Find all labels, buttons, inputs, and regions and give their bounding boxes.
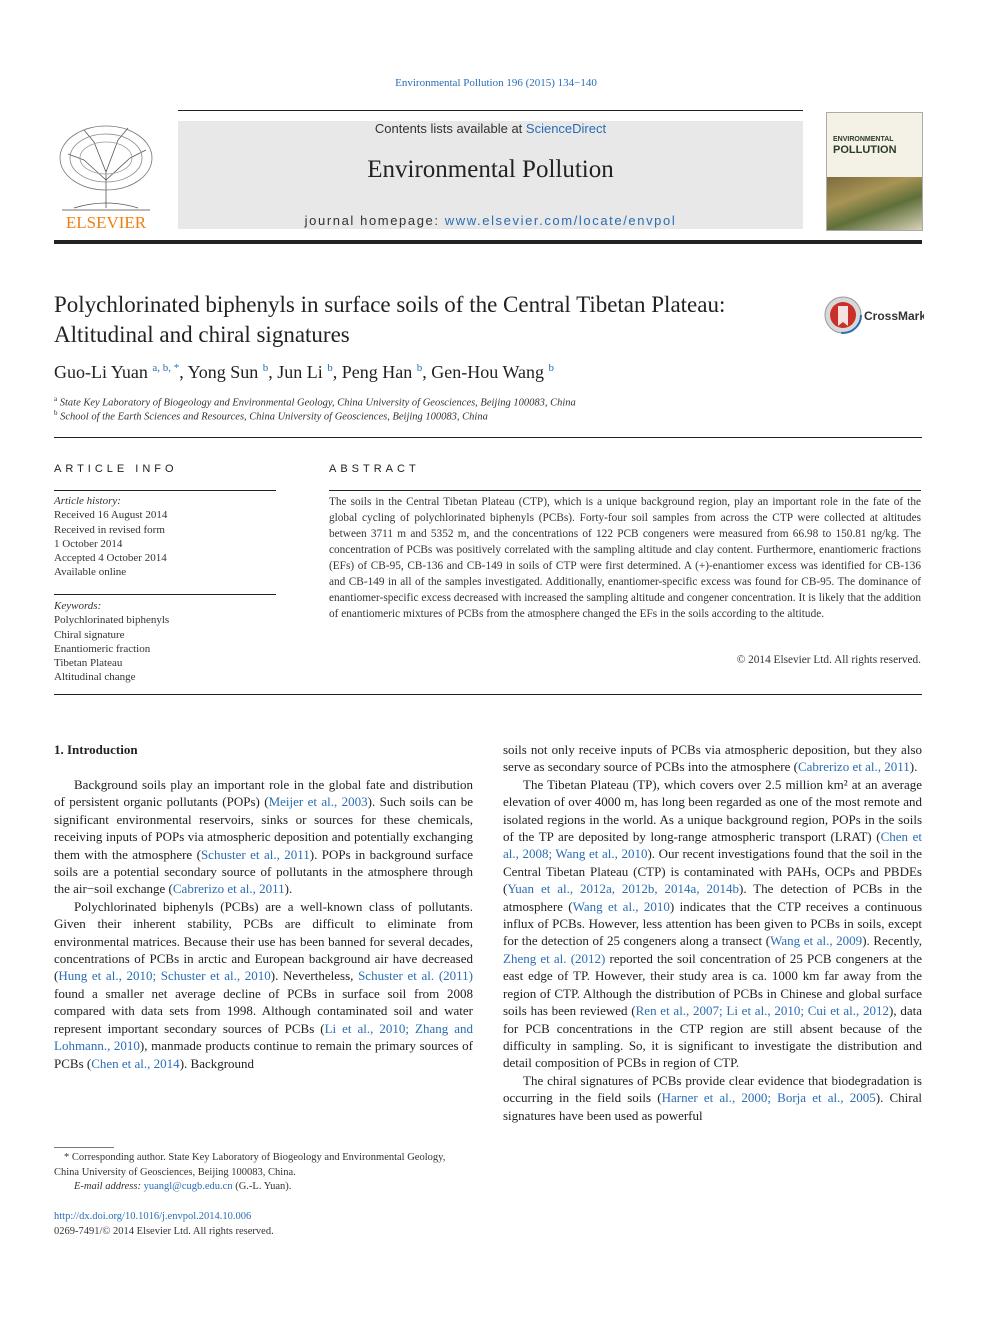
cover-title <box>833 135 917 156</box>
citation-link[interactable]: Chen et al., 2008; Wang et al., 2010 <box>503 829 923 862</box>
svg-text:ELSEVIER: ELSEVIER <box>65 213 147 232</box>
body-text: The chiral signatures of PCBs provide clear evidence that biodegradation is occurring in the field soils ( <box>503 1072 922 1106</box>
abstract-rule <box>329 490 921 491</box>
history-item: 1 October 2014 <box>54 537 123 550</box>
body-text: ). Background <box>179 1055 255 1071</box>
keyword: Chiral signature <box>54 628 125 641</box>
abstract-copyright: © 2014 Elsevier Ltd. All rights reserved. <box>736 654 921 666</box>
author[interactable]: Peng Han $^b$ <box>341 362 423 382</box>
author[interactable]: Yong Sun $^b$ <box>187 362 269 382</box>
header-top-rule <box>178 110 803 111</box>
body-text: soils not only receive inputs of PCBs via atmospheric deposition, but they also serve as secondary source of PCBs into the atmosphere ( <box>503 742 922 775</box>
article-info-rule-2 <box>54 594 276 595</box>
body-text: The Tibetan Plateau (TP), which covers over 2.5 million km² at an average elevation of over 4000 m, has long been regarded as one of the most remote and isolated regions in the world. As a unique background region, POPs in the soils of the TP are deposited by long-range atmospheric transport (LRAT) ( <box>503 776 922 845</box>
paragraph <box>503 1072 922 1124</box>
paragraph <box>503 776 922 1072</box>
body-text: ). POPs in background surface soils are a potential secondary source of pollutants in the atmosphere through the air−soil exchange ( <box>54 846 473 897</box>
abstract-bottom-rule <box>54 694 922 695</box>
article-title: Polychlorinated biphenyls in surface soils of the Central Tibetan Plateau: Altitudinal and chiral signatures <box>54 292 726 347</box>
article-info-rule-1 <box>54 490 276 491</box>
sciencedirect-link[interactable]: ScienceDirect <box>525 121 607 136</box>
issn-line: 0269-7491/© 2014 Elsevier Ltd. All rights reserved. <box>54 1226 274 1237</box>
doi-link[interactable]: http://dx.doi.org/10.1016/j.envpol.2014.10.006 <box>54 1211 252 1222</box>
keyword: Polychlorinated biphenyls <box>54 614 170 627</box>
affiliation-a: $^a$ State Key Laboratory of Biogeology and Environmental Geology, China University of Geosciences, Beijing 100083, China <box>54 395 576 409</box>
citation-link[interactable]: Wang et al., 2009 <box>770 933 863 949</box>
right-column <box>503 741 922 1124</box>
footnote <box>54 1151 473 1195</box>
history-item: Received 16 August 2014 <box>54 509 168 522</box>
body-text: ). <box>284 881 293 897</box>
body-text: ). Nevertheless, <box>270 968 359 984</box>
author[interactable]: Guo-Li Yuan $^{a, b, *}$ <box>54 362 180 382</box>
elsevier-tree-icon <box>54 120 158 232</box>
author[interactable]: Jun Li $^b$ <box>277 362 333 382</box>
author[interactable]: Gen-Hou Wang $^b$ <box>431 362 554 382</box>
author-list: Guo-Li Yuan $^{a, b, *}$, Yong Sun $^b$, Jun Li $^b$, Peng Han $^b$, Gen-Hou Wang $^b$ <box>54 362 554 382</box>
header-bottom-rule <box>54 240 922 244</box>
keyword: Enantiomeric fraction <box>54 642 151 655</box>
crossmark-badge[interactable] <box>824 296 924 336</box>
body-text: ). Such soils can be significant environmental reservoirs, sinks or sources for these chemicals, receiving inputs of POPs via atmospheric deposition and potentially exchanging them with the atmosphere ( <box>54 794 473 862</box>
citation-link[interactable]: Meijer et al., 2003 <box>268 794 368 810</box>
citation-link[interactable]: Hung et al., 2010; Schuster et al., 2010 <box>58 968 271 984</box>
journal-citation[interactable]: Environmental Pollution 196 (2015) 134−140 <box>395 77 597 89</box>
citation-link[interactable]: Harner et al., 2000; Borja et al., 2005 <box>661 1090 876 1106</box>
body-text: ). The detection of PCBs in the atmosphere ( <box>503 881 922 914</box>
email-suffix: (G.-L. Yuan). <box>232 1181 292 1192</box>
body-text: ), data for PCB concentrations in the CTP region are still absent because of the difficulty in sampling. So, it is significant to investigate the distribution and detail composition of PCBs in region of CTP. <box>503 1003 922 1071</box>
contents-prefix: Contents lists available at <box>374 121 526 136</box>
keywords <box>54 599 276 685</box>
citation-link[interactable]: Schuster et al., 2011 <box>200 846 310 862</box>
paragraph <box>54 898 473 1072</box>
article-info-heading: ARTICLE INFO <box>54 463 178 475</box>
body-text: ). Chiral signatures have been used as powerful <box>503 1090 922 1123</box>
citation-link[interactable]: Zheng et al. (2012) <box>503 950 606 966</box>
email-link[interactable]: yuangl@cugb.edu.cn <box>143 1181 233 1192</box>
keyword: Tibetan Plateau <box>54 657 123 670</box>
contents-line <box>178 121 803 136</box>
journal-title: Environmental Pollution <box>367 156 614 183</box>
history-label: Article history: <box>54 495 121 507</box>
homepage-prefix: journal homepage: <box>304 213 445 228</box>
history-item: Available online <box>54 566 127 579</box>
corresponding-author-note: * Corresponding author. State Key Laboratory of Biogeology and Environmental Geology, China University of Geosciences, Beijing 100083, China. <box>54 1152 446 1178</box>
citation-link[interactable]: Cabrerizo et al., 2011 <box>797 759 910 775</box>
article-history <box>54 494 276 580</box>
elsevier-logo[interactable] <box>54 120 158 232</box>
body-text: reported the soil concentration of 25 PCB congeners at the east edge of TP. However, their study area is ca. 1000 km far away from the region of CTP. Although the distribution of PCBs in Chinese and global surface soils has been reviewed ( <box>503 950 922 1019</box>
body-text: Polychlorinated biphenyls (PCBs) are a well-known class of pollutants. Given their inherent stability, PCBs are difficult to eliminate from environmental matrices. Because their use has been banned for several decades, concentrations of PCBs in arctic and European background air have decreased ( <box>54 898 473 984</box>
citation-link[interactable]: Ren et al., 2007; Li et al., 2010; Cui et al., 2012 <box>635 1003 890 1019</box>
cover-image <box>827 177 922 230</box>
section-heading-introduction: 1. Introduction <box>54 742 138 757</box>
svg-text:CrossMark: CrossMark <box>864 309 924 323</box>
journal-cover-thumbnail[interactable] <box>826 112 923 231</box>
crossmark-icon <box>824 296 924 336</box>
keyword: Altitudinal change <box>54 671 136 684</box>
left-column <box>54 776 473 1072</box>
history-item: Accepted 4 October 2014 <box>54 552 167 565</box>
citation-link[interactable]: Wang et al., 2010 <box>572 898 670 914</box>
paragraph <box>54 776 473 898</box>
history-item: Received in revised form <box>54 523 165 536</box>
paragraph <box>503 741 922 776</box>
citation-link[interactable]: Li et al., 2010; Zhang and Lohmann., 2010 <box>54 1020 473 1054</box>
email-line <box>54 1180 473 1195</box>
homepage-link[interactable]: www.elsevier.com/locate/envpol <box>444 213 677 228</box>
journal-homepage <box>178 213 803 228</box>
affiliation-b: $^b$ School of the Earth Sciences and Resources, China University of Geosciences, Beijing 100083, China <box>54 409 488 423</box>
keywords-label: Keywords: <box>54 600 102 612</box>
citation-link[interactable]: Yuan et al., 2012a, 2012b, 2014a, 2014b <box>507 881 739 897</box>
cover-title-line-1: ENVIRONMENTAL <box>833 136 894 143</box>
email-label: E-mail address: <box>74 1181 144 1192</box>
abstract-text: The soils in the Central Tibetan Plateau (CTP), which is a unique background region, play an important role in the fate of the global cycling of polychlorinated biphenyls (PCBs). Forty-four soil samples from across the CTP were collected at altitudes between 3711 m and 5352 m, and the concentrations of 122 PCB congeners were measured from 66.98 to 150.81 ng/kg. The concentration of PCBs was positively correlated with the sampling altitude and clay content. Furthermore, enantiomeric fractions (EFs) of CB-95, CB-136 and CB-149 in soils of CTP were first determined. A (+)-enantiomer excess was identified for CB-136 and CB-149 in all of the samples investigated. Additionally, enantiomer-specific excess was found for CB-95. The dominance of enantiomer-specific excess decreased with increased the sampling altitude and congener concentration. It is likely that the addition of enantiomeric mixtures of PCBs from the atmosphere changed the EFs in the soils according to the altitude. <box>329 496 921 620</box>
body-text: ). Recently, <box>862 933 922 949</box>
cover-title-line-2: POLLUTION <box>833 144 897 156</box>
abstract-heading: ABSTRACT <box>329 463 420 475</box>
body-text: found a smaller net average decline of PCBs in surface soil from 2008 compared with data sets from 1998. Although contaminated soil and water represent important secondary sources of PCBs ( <box>54 985 473 1036</box>
body-text: ). Our recent investigations found that the soil in the Central Tibetan Plateau (CTP) is contaminated with PAHs, OCPs and PBDEs ( <box>503 846 922 897</box>
body-text: ). <box>909 759 918 775</box>
affiliation-rule <box>54 437 922 438</box>
body-text: ), manmade products continue to remain the primary sources of PCBs ( <box>54 1038 473 1071</box>
body-text: ) indicates that the CTP receives a continuous influx of PCBs. However, less attention has been given to PCBs in soils, except for the detection of 25 congeners along a transect ( <box>503 898 923 949</box>
citation-link[interactable]: Schuster et al. (2011) <box>358 968 473 984</box>
citation-link[interactable]: Cabrerizo et al., 2011 <box>172 881 285 897</box>
body-text: Background soils play an important role in the global fate and distribution of persistent organic pollutants (POPs) ( <box>54 777 473 810</box>
footnote-rule <box>54 1147 114 1148</box>
citation-link[interactable]: Chen et al., 2014 <box>91 1055 180 1071</box>
